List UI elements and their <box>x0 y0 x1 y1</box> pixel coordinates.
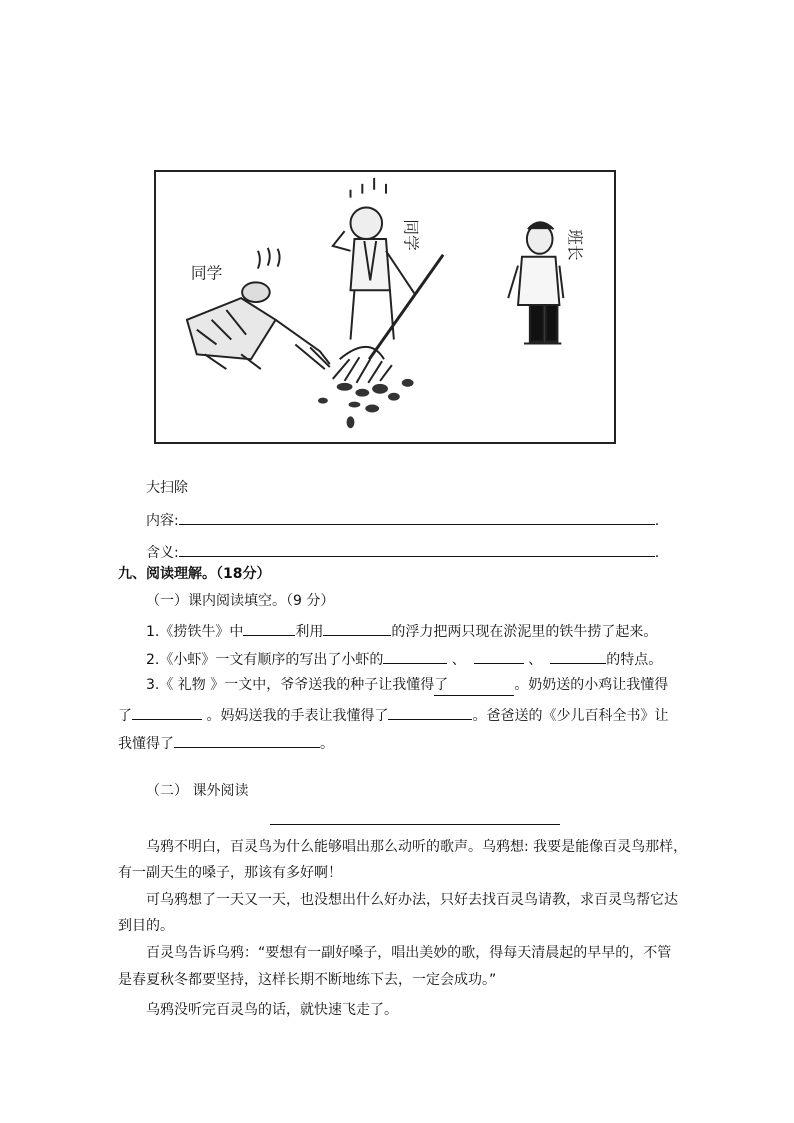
question-3-line-2 <box>118 703 668 726</box>
story-p3-line2: 是春夏秋冬都要坚持，这样长期不断地练下去，一定会成功。” <box>118 972 497 988</box>
q3-text-2a: 了 <box>118 708 132 724</box>
part2-heading: （二） 课外阅读 <box>146 783 249 799</box>
q3-text-3a: 我懂得了 <box>118 736 174 752</box>
content-row <box>146 508 659 531</box>
label-right: 班长 <box>565 229 585 261</box>
story-p2-line2: 到目的。 <box>118 918 174 934</box>
question-3-line-3 <box>118 731 334 754</box>
leaf-pile <box>318 379 414 428</box>
q2-text-c: 、 <box>523 652 543 668</box>
q3-text-2c: 。爸爸送的《少儿百科全书》让 <box>472 708 669 724</box>
class-monitor-figure <box>508 222 563 343</box>
label-left: 同学 <box>190 263 223 283</box>
question-1 <box>146 619 657 642</box>
content-end: . <box>654 513 660 529</box>
meaning-end: . <box>654 545 660 561</box>
q3-blank-3[interactable] <box>388 703 472 720</box>
q1-blank-2[interactable] <box>323 619 391 636</box>
picture-title: 大扫除 <box>146 480 188 496</box>
q2-text-d: 的特点。 <box>606 652 663 668</box>
q2-blank-3[interactable] <box>550 647 606 664</box>
question-3-line-1 <box>146 675 668 695</box>
q1-blank-1[interactable] <box>243 619 295 636</box>
q3-blank-1-prefix: 了 <box>434 675 514 696</box>
story-p2-line1: 可乌鸦想了一天又一天，也没想出什么好办法，只好去找百灵鸟请教，求百灵鸟帮它达 <box>146 892 678 908</box>
q1-text-c: 的浮力把两只现在淤泥里的铁牛捞了起来。 <box>391 624 658 640</box>
q3-blank-2[interactable] <box>132 703 202 720</box>
story-p4-line1: 乌鸦没听完百灵鸟的话，就快速飞走了。 <box>146 1002 398 1018</box>
meaning-blank[interactable] <box>179 540 655 557</box>
title-blank-line[interactable] <box>270 824 560 825</box>
content-blank[interactable] <box>179 508 655 525</box>
q3-text-1c: 。奶奶送的小鸡让我懂得 <box>514 677 669 693</box>
q2-text-a: 2.《小虾》一文有顺序的写出了小虾的 <box>146 652 384 668</box>
q2-blank-1[interactable] <box>383 647 447 664</box>
q3-text-3b: 。 <box>320 736 334 752</box>
q3-text-2b: 。妈妈送我的手表让我懂得了 <box>202 708 389 724</box>
content-label: 内容: <box>146 513 179 529</box>
cartoon-illustration <box>154 170 616 444</box>
sweeping-student-figure <box>333 178 443 383</box>
question-2 <box>146 647 662 670</box>
meaning-label: 含义: <box>146 545 179 561</box>
q2-blank-2[interactable] <box>474 647 524 664</box>
q1-text-b: 利用 <box>295 624 324 640</box>
section9-heading: 九、阅读理解。（18分） <box>118 566 271 582</box>
story-p1-line2: 有一副天生的嗓子，那该有多好啊！ <box>118 865 342 881</box>
q2-text-b: 、 <box>447 652 466 668</box>
q3-blank-1[interactable] <box>434 675 514 691</box>
story-p1-line1: 乌鸦不明白，百灵鸟为什么能够唱出那么动听的歌声。乌鸦想: 我要是能像百灵鸟那样， <box>146 839 688 855</box>
label-middle: 同学 <box>401 219 421 251</box>
q1-text-a: 1.《捞铁牛》中 <box>146 624 244 640</box>
part1-heading: （一）课内阅读填空。（9 分） <box>146 593 335 609</box>
q3-blank-4[interactable] <box>174 731 320 748</box>
q3-text-1a: 3.《 礼物 》一文中，爷爷送我的种子让我懂得 <box>146 677 435 693</box>
meaning-row <box>146 540 659 563</box>
cartoon-drawing <box>156 172 614 442</box>
story-p3-line1: 百灵鸟告诉乌鸦：“要想有一副好嗓子，唱出美妙的歌，得每天清晨起的早早的，不管 <box>146 945 672 961</box>
